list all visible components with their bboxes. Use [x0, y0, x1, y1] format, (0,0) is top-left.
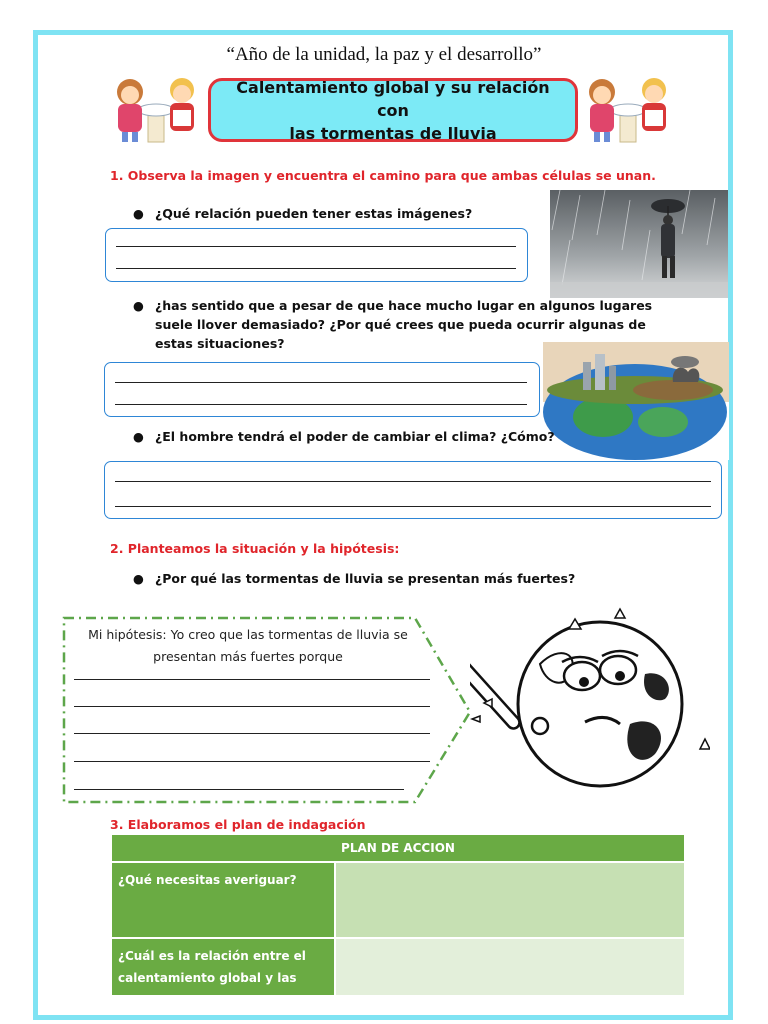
answer-line	[116, 268, 516, 269]
answer-box-1-1[interactable]	[105, 228, 528, 282]
answer-line	[74, 733, 430, 734]
hypothesis-line-1: Mi hipótesis: Yo creo que las tormentas de lluvia se	[88, 627, 408, 642]
plan-question-1: ¿Qué necesitas averiguar?	[111, 862, 335, 938]
title-line-2: las tormentas de lluvia	[289, 123, 497, 143]
plan-question-2-line-2: calentamiento global y las	[118, 971, 297, 985]
bullet-icon: ●	[133, 429, 144, 444]
hypothesis-line-2: presentan más fuertes porque	[153, 649, 343, 664]
answer-line	[115, 382, 527, 383]
children-washing-hands-illustration-right	[580, 74, 676, 144]
answer-line	[115, 506, 711, 507]
answer-box-1-2[interactable]	[104, 362, 540, 417]
answer-line	[115, 481, 711, 482]
worksheet-title	[208, 78, 578, 142]
rain-storm-photo	[550, 190, 728, 298]
question-2-1-text: ¿Por qué las tormentas de lluvia se presentan más fuertes?	[155, 571, 576, 586]
title-line-1: Calentamiento global y su relación con	[236, 77, 550, 120]
answer-line	[74, 761, 430, 762]
answer-line	[116, 246, 516, 247]
hypothesis-prompt	[72, 624, 424, 668]
answer-line	[74, 679, 430, 680]
plan-question-2	[111, 938, 335, 996]
answer-box-1-3[interactable]	[104, 461, 722, 519]
sick-earth-thermometer-cartoon	[470, 604, 710, 794]
plan-answer-cell-1[interactable]	[335, 862, 685, 938]
plan-table-title: PLAN DE ACCION	[111, 834, 685, 862]
answer-line	[74, 706, 430, 707]
polluted-earth-photo	[543, 342, 729, 460]
section-1-heading: 1. Observa la imagen y encuentra el camino para que ambas células se unan.	[110, 168, 656, 183]
question-1-1	[133, 204, 473, 223]
section-3-heading: 3. Elaboramos el plan de indagación	[110, 817, 366, 832]
question-2-1	[133, 569, 576, 588]
answer-line	[115, 404, 527, 405]
year-motto: “Año de la unidad, la paz y el desarrollo”	[226, 44, 542, 65]
plan-answer-cell-2[interactable]	[335, 938, 685, 996]
question-1-3-text: ¿El hombre tendrá el poder de cambiar el clima? ¿Cómo?	[155, 429, 555, 444]
question-1-2-line-2: suele llover demasiado? ¿Por qué crees que pueda ocurrir algunas de	[155, 317, 646, 332]
bullet-icon: ●	[133, 206, 144, 221]
answer-line	[74, 789, 404, 790]
question-1-1-text: ¿Qué relación pueden tener estas imágenes?	[155, 206, 473, 221]
question-1-2-line-1: ¿has sentido que a pesar de que hace mucho lugar en algunos lugares	[155, 298, 653, 313]
action-plan-table	[110, 833, 686, 997]
children-washing-hands-illustration-left	[108, 74, 204, 144]
question-1-2-line-3: estas situaciones?	[155, 336, 285, 351]
section-2-heading: 2. Planteamos la situación y la hipótesis:	[110, 541, 400, 556]
plan-question-2-line-1: ¿Cuál es la relación entre el	[118, 949, 306, 963]
bullet-icon: ●	[133, 298, 144, 313]
bullet-icon: ●	[133, 571, 144, 586]
question-1-3	[133, 427, 555, 446]
